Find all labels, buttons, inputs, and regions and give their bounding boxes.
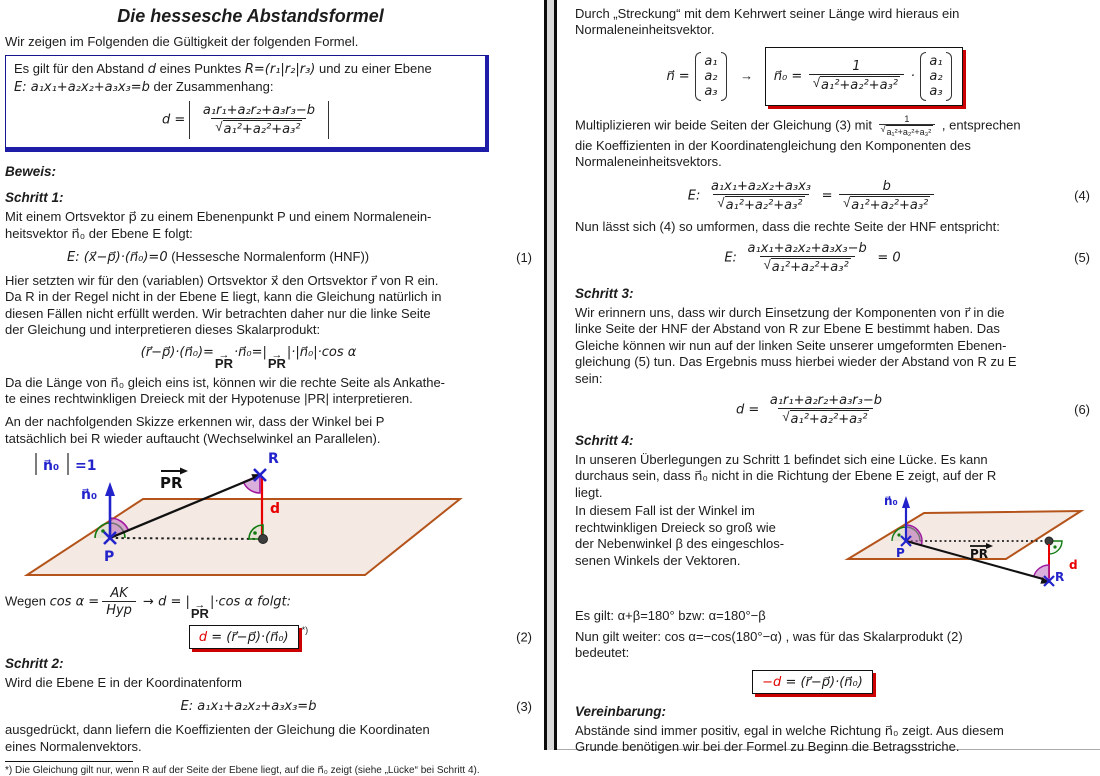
text-line: In unseren Überlegungen zu Schritt 1 befindet sich eine Lücke. Es kann [575,452,988,468]
page-divider [544,0,557,750]
paragraph-nebenwinkel [575,503,844,569]
fraction: a₁x₁+a₂x₂+a₃x₃ √ a₁²+a₂²+a₃² [710,178,811,213]
fraction: b √ a₁²+a₂²+a₃² [839,179,934,213]
intro-text: Wir zeigen im Folgenden die Gültigkeit der folgenden Formel. [5,34,359,49]
text-line: gleichung (5) tun. Das Ergebnis muss hierbei wieder der Abstand von R zu E [575,354,1017,370]
text-line: Gleiche können wir nun auf der linken Seite unserer umgeformten Ebenen- [575,337,1007,353]
text-line: linke Seite der HNF der Abstand von R zur Ebene E bestimmt haben. Das [575,321,1000,337]
fraction: a₁r₁+a₂r₂+a₃r₃−b √ a₁²+a₂²+a₃² [769,393,883,428]
label-n0-norm: n⃗₀ [43,458,60,475]
normal-unit-vector-equation: n⃗ = a₁ a₂ a₃ → n⃗₀ = 1 √ a₁²+a₂²+a₃² · a₁ a₂ a₃ [575,47,1054,106]
paragraph-erinnern [575,305,1094,387]
label-p: P [896,546,905,561]
fraction: a₁r₁+a₂r₂+a₃r₃−b √ a₁²+a₂²+a₃² [202,103,316,138]
equation-3: E: a₁x₁+a₂x₂+a₃x₃=b (3) [180,698,532,715]
paragraph-koordinatenform: Wird die Ebene E in der Koordinatenform [5,674,243,690]
boxed-formula-minus-d: −d = (r⃗−p⃗)·(n⃗₀) [752,670,873,694]
fraction: $\frac{AK}{\text{Hyp}}$ [102,586,136,618]
foot-point [259,535,268,544]
footnote-text: *) Die Gleichung gilt nur, wenn R auf der Seite der Ebene liegt, auf die n⃗₀ zeigt (siehe „Lücke“ bei Schritt 4). [5,764,480,776]
footnote [5,761,536,776]
paragraph-multiplizieren: Multiplizieren wir beide Seiten der Gleichung (3) mit 1 √ a₁²+a₂²+a₃² , entsprechen [575,113,1021,137]
equation-number: (3) [516,698,532,714]
formula-2-row [5,624,532,649]
boxed-normal-unit-vector: n⃗₀ = 1 √ a₁²+a₂²+a₃² · a₁ a₂ a₃ [765,47,963,106]
text-line: Da die Länge von n⃗₀ gleich eins ist, können wir die rechte Seite als Ankathe- [5,374,446,390]
label-p: P [104,549,115,566]
paragraph-nun-gilt [575,629,1094,662]
label-pr: PR [970,547,989,562]
text-and-figure-row [575,494,1094,612]
paragraph-schritt1 [5,209,536,242]
label-r: R [268,451,279,468]
sqrt: √ a₁²+a₂²+a₃² [215,119,301,138]
equation-6: d = a₁r₁+a₂r₂+a₃r₃−b √ a₁²+a₂²+a₃² (6) [735,393,1090,428]
sqrt: √ a₁²+a₂²+a₃² [843,194,929,213]
text-line: Normaleneinheitsvektor. [575,22,715,38]
heading-schritt-3: Schritt 3: [575,286,634,302]
heading-schritt-2: Schritt 2: [5,655,64,671]
text-line: Durch „Streckung“ mit dem Kehrwert seiner Länge wird hieraus ein [575,6,960,21]
text-line: durchaus sein, dass n⃗₀ nicht in die Richtung der Ebene E zeigt, auf der R [575,468,997,484]
fraction: 1 √ a₁²+a₂²+a₃² [879,114,936,138]
left-column [0,0,540,776]
green-angle-dot [897,534,900,537]
text-line: liegt. [575,484,603,500]
normal-arrowhead [105,482,115,496]
label-pr: PR [160,474,183,493]
fraction: 1 √ a₁²+a₂²+a₃² [809,59,904,93]
equation-skalarprodukt: (r⃗−p⃗)·(n⃗₀)= → PR ·n⃗₀=| → PR |·|n⃗₀|·cos α [5,343,492,369]
text-line: sein: [575,370,603,386]
fraction: a₁x₁+a₂x₂+a₃x₃−b √ a₁²+a₂²+a₃² [747,241,867,276]
column-vector: a₁ a₂ a₃ [920,52,951,101]
equation-number: (1) [516,249,532,265]
paragraph-vereinbarung [575,723,1094,756]
text-line: tatsächlich bei R wieder auftaucht (Wechselwinkel an Parallelen). [5,430,381,446]
equation-1: E: (x⃗−p⃗)·(n⃗₀)=0 (Hessesche Normalenform (HNF)) (1) [67,249,532,266]
vector-arrow-notation: → PR [191,602,209,619]
sqrt: √ a₁²+a₂²+a₃² [812,75,898,94]
text-line: rechtwinkligen Dreieck so groß wie [575,519,776,535]
label-equals-one: =1 [75,458,97,475]
equation-number: (4) [1074,187,1090,203]
equation-number: (5) [1074,250,1090,266]
sqrt: √ a₁²+a₂²+a₃² [880,123,932,137]
heading-beweis: Beweis: [5,164,57,180]
right-column [557,0,1100,754]
footnote-ref: *) [301,624,309,635]
paragraph-einsetzen [5,273,536,339]
formula-minus-d-row [575,670,1050,694]
text-line: heitsvektor n⃗₀ der Ebene E folgt: [5,225,193,241]
text-line: Abstände sind immer positiv, egal in welche Richtung n⃗₀ zeigt. Aus diesem [575,722,1004,738]
plane-shape [27,499,460,575]
label-d: d [1069,558,1078,573]
equation-5: E: a₁x₁+a₂x₂+a₃x₃−b √ a₁²+a₂²+a₃² = 0 (5) [724,241,1090,276]
text-line: der Nebenwinkel β des eingeschlos- [575,536,785,552]
plane-shape [848,511,1081,562]
equation-number: (6) [1074,402,1090,418]
theorem-line-2: E: a₁x₁+a₂x₂+a₃x₃=b der Zusammenhang: [14,78,274,95]
green-angle-dot [1053,546,1056,549]
sqrt: √ a₁²+a₂²+a₃² [717,194,803,213]
vector-arrow-notation: → PR [268,352,286,369]
paragraph-koeffizienten [5,722,536,755]
absolute-value-bars [189,101,329,139]
label-n0: n⃗₀ [81,487,98,504]
paragraph-streckung [575,6,1094,39]
label-d: d [270,501,281,518]
text-line: der Gleichung und interpretieren dieses Skalarprodukt: [5,322,321,338]
figure-plane-diagram-2 [844,491,1094,612]
equation-4: E: a₁x₁+a₂x₂+a₃x₃ √ a₁²+a₂²+a₃² = b √ a₁²+a₂²+a₃² (4) [687,178,1090,213]
figure-plane-diagram-1 [13,449,536,584]
text-line: te eines rechtwinkligen Dreieck mit der Hypotenuse |PR| interpretieren. [5,391,413,407]
text-line: Hier setzten wir für den (variablen) Ortsvektor x⃗ den Ortsvektor r⃗ von R ein. [5,273,439,289]
paragraph-es-gilt: Es gilt: α+β=180° bzw: α=180°−β [575,608,766,624]
sqrt: √ a₁²+a₂²+a₃² [782,409,868,428]
label-r: R [1055,570,1065,585]
column-vector: a₁ a₂ a₃ [695,52,726,101]
green-angle-dot [253,531,257,535]
paragraph-umformen: Nun lässt sich (4) so umformen, dass die rechte Seite der HNF entspricht: [575,218,1000,234]
sqrt: √ a₁²+a₂²+a₃² [763,257,849,276]
text-line: diesen Fällen nicht erfüllt werden. Wir betrachten daher nur die linke Seite [5,305,431,321]
text-line: In diesem Fall ist der Winkel im [575,503,755,519]
equation-number: (2) [516,629,532,645]
text-line: Nun gilt weiter: cos α=−cos(180°−α) , was für das Skalarprodukt (2) [575,628,963,644]
text-line: bedeutet: [575,645,630,661]
theorem-box [5,55,489,152]
text-line: ausgedrückt, dann liefern die Koeffizienten der Gleichung die Koordinaten [5,722,430,738]
text-line: An der nachfolgenden Skizze erkennen wir, dass der Winkel bei P [5,414,385,430]
text-line: Wir erinnern uns, dass wir durch Einsetzung der Komponenten von r⃗ in die [575,305,1005,321]
theorem-formula: d = a₁r₁+a₂r₂+a₃r₃−b √ a₁²+a₂²+a₃² [14,101,477,139]
footnote-rule [5,761,133,762]
text-line: Normaleneinheitsvektors. [575,154,722,170]
theorem-line-1: Es gilt für den Abstand d eines Punktes R=(r₁|r₂|r₃) und zu einer Ebene [14,61,432,78]
label-n0: n⃗₀ [884,494,898,509]
text-line: Grunde benötigen wir bei der Formel zu Beginn die Betragsstriche. [575,738,960,754]
vector-arrow-notation: → PR [215,352,233,369]
implies-arrow: → [740,67,754,83]
normal-arrowhead [902,496,910,508]
text-line: Mit einem Ortsvektor p⃗ zu einem Ebenenpunkt P und einem Normalenein- [5,209,432,225]
paragraph-skizze [5,414,536,447]
text-line: Da R in der Regel nicht in der Ebene E liegt, kann die Gleichung natürlich in [5,289,442,305]
wegen-line: Wegen cos α = $\frac{AK}{\text{Hyp}}$ → d = | → PR |·cos α folgt: [5,586,536,618]
heading-vereinbarung: Vereinbarung: [575,703,667,719]
foot-point [1045,537,1053,545]
heading-schritt-4: Schritt 4: [575,433,634,449]
heading-schritt-1: Schritt 1: [5,190,64,206]
paragraph-ankathete [5,375,536,408]
page-title: Die hessesche Abstandsformel [117,6,384,26]
text-line: die Koeffizienten in der Koordinatengleichung den Komponenten des [575,137,971,153]
boxed-formula-2: d = (r⃗−p⃗)·(n⃗₀) [189,625,299,649]
text-line: eines Normalenvektors. [5,738,142,754]
text-line: senen Winkels der Vektoren. [575,552,741,568]
